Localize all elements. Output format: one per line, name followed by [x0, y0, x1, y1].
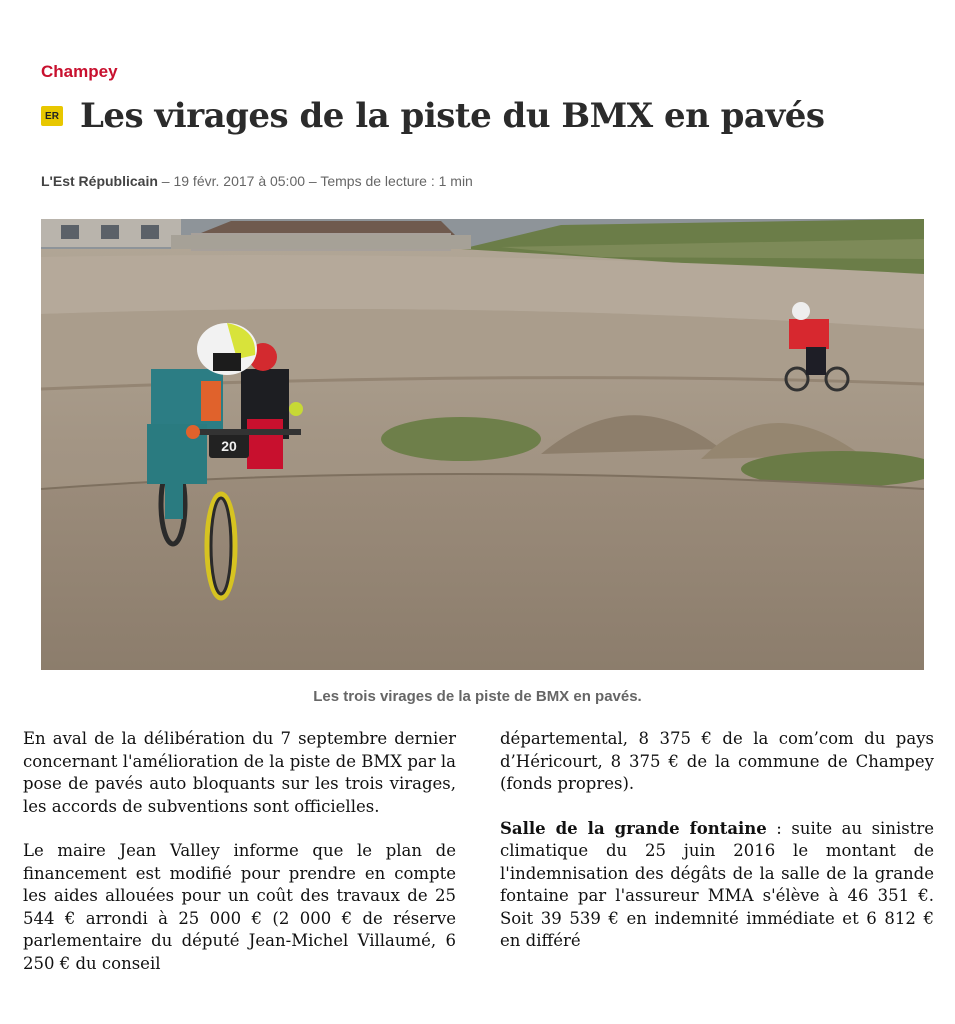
er-logo-badge: ER — [41, 106, 63, 126]
article-title: Les virages de la piste du BMX en pavés — [80, 96, 825, 136]
paragraph-4 — [500, 818, 934, 953]
number-plate-text: 20 — [221, 438, 237, 454]
title-row — [41, 96, 825, 136]
photo-caption: Les trois virages de la piste de BMX en pavés. — [313, 688, 642, 705]
paragraph-3: départemental, 8 375 € de la com’com du pays d’Héricourt, 8 375 € de la commune de Champey (fonds propres). — [500, 729, 934, 793]
paragraph-4-lead: Salle de la grande fontaine — [500, 818, 767, 838]
byline-meta: – 19 févr. 2017 à 05:00 – Temps de lecture : 1 min — [157, 173, 473, 189]
paragraph-4-text: : suite au sinistre climatique du 25 juin 2016 le montant de l'indemnisation des dégâts de la salle de la grande fontaine par l'assureur MMA s'élève à 46 351 €. Soit 39 539 € en indemnité immédiate et 6 812 € en différé — [500, 818, 934, 950]
bmx-track-photo — [41, 219, 924, 670]
byline-source[interactable]: L'Est Républicain — [41, 173, 158, 189]
byline — [41, 173, 473, 189]
article-photo — [41, 219, 924, 670]
paragraph-2: Le maire Jean Valley informe que le plan de financement est modifié pour prendre en compte les aides allouées pour un coût des travaux de 25 544 € arrondi à 25 000 € (2 000 € de réserve parlementaire du député Jean-Michel Villaumé, 6 250 € du conseil — [23, 841, 456, 973]
article-column-right — [500, 728, 934, 975]
paragraph-1: En aval de la délibération du 7 septembre dernier concernant l'amélioration de la piste de BMX par la pose de pavés auto bloquants sur les trois virages, les accords de subventions sont officielles. — [23, 729, 456, 816]
section-kicker[interactable]: Champey — [41, 62, 118, 81]
article-column-left — [23, 728, 456, 997]
